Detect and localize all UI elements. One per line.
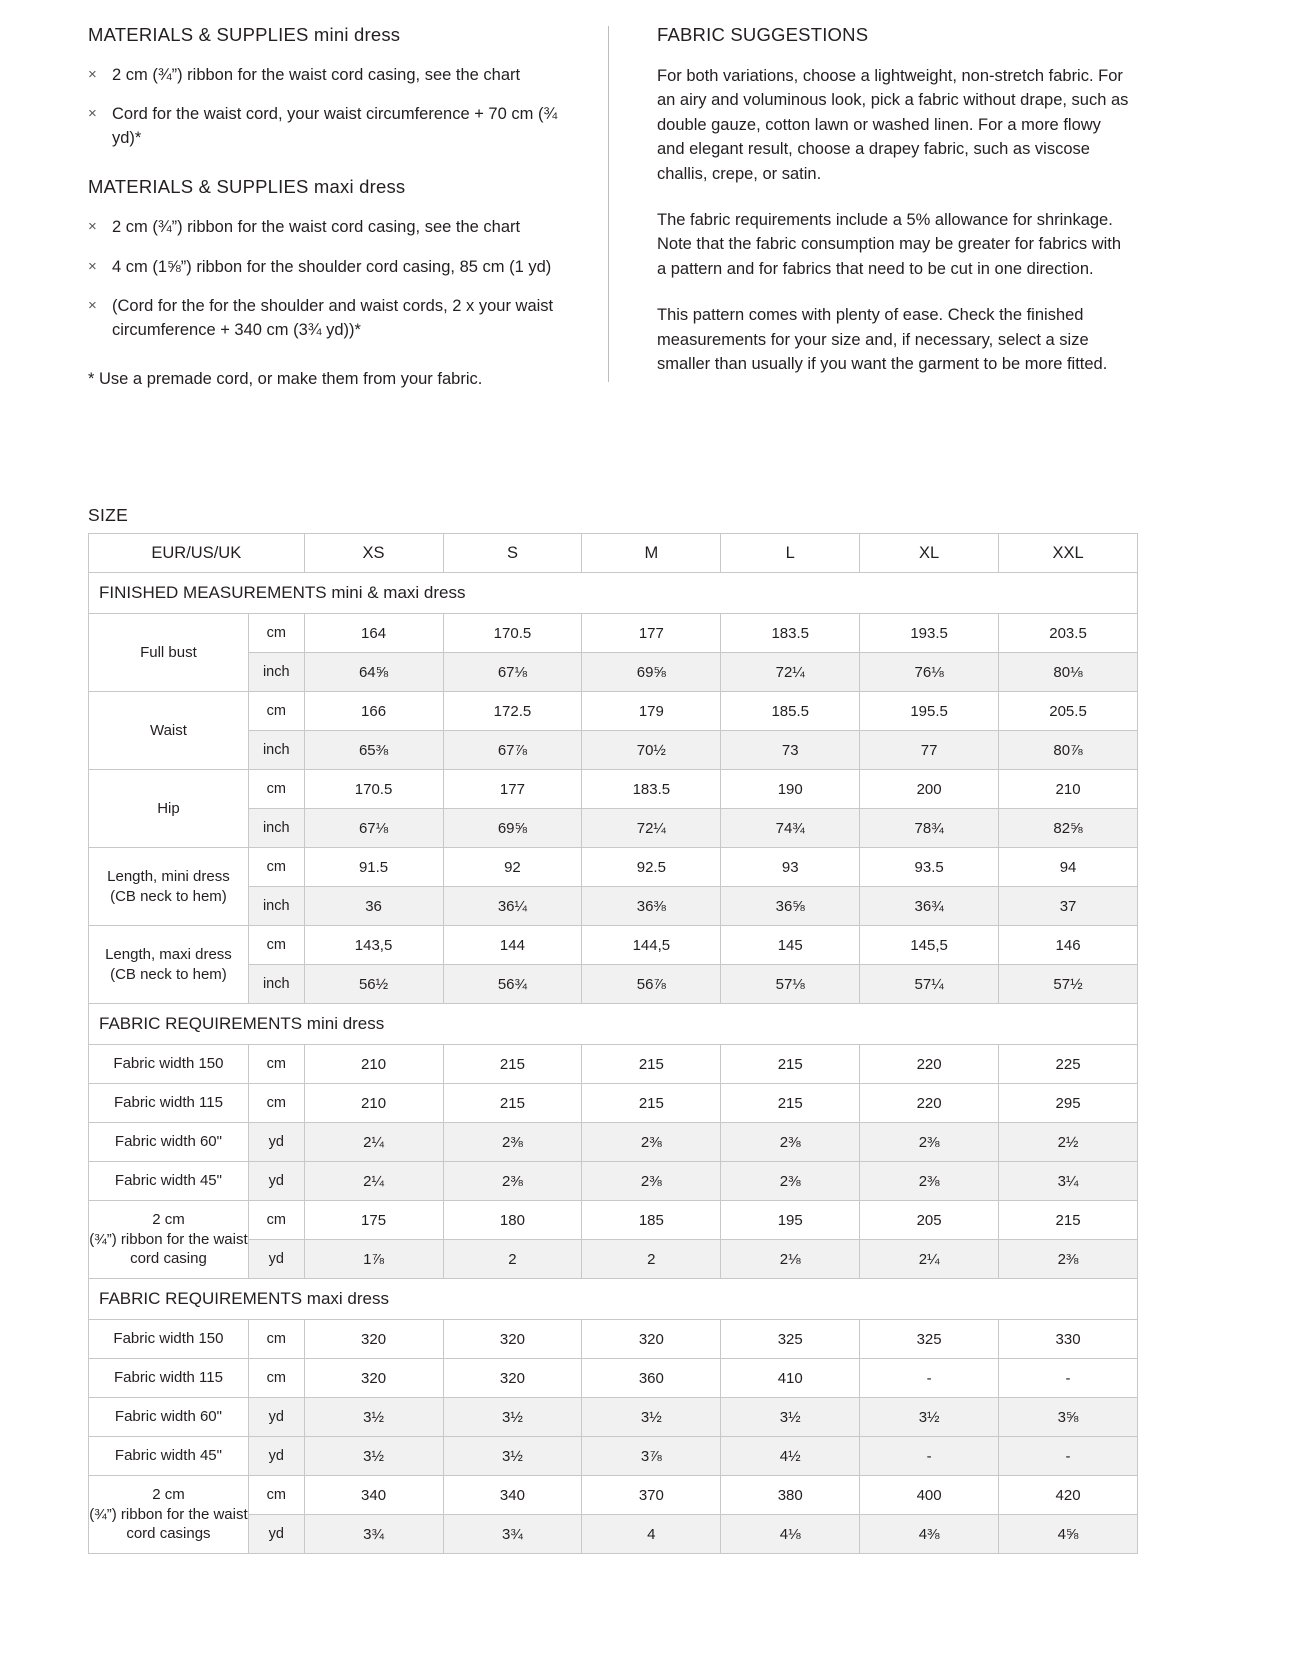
table-row-label: Hip <box>89 770 249 848</box>
table-cell-value: 56½ <box>304 965 443 1004</box>
table-cell-value: 175 <box>304 1201 443 1240</box>
table-cell-value: 92.5 <box>582 848 721 887</box>
table-cell-value: 36 <box>304 887 443 926</box>
table-cell-value: 3½ <box>582 1398 721 1437</box>
table-cell-value: 2½ <box>999 1123 1138 1162</box>
table-header-xs: XS <box>304 534 443 573</box>
table-cell-value: 72¼ <box>721 653 860 692</box>
table-cell-value: 64⅝ <box>304 653 443 692</box>
table-cell-value: 170.5 <box>304 770 443 809</box>
table-row-unit: cm <box>248 770 304 809</box>
table-row-label: Fabric width 45" <box>89 1162 249 1201</box>
table-cell-value: 1⅞ <box>304 1240 443 1279</box>
table-cell-value: 2⅛ <box>721 1240 860 1279</box>
table-row-unit: cm <box>248 848 304 887</box>
top-text-columns <box>88 24 1140 392</box>
table-cell-value: 143,5 <box>304 926 443 965</box>
table-cell-value: 215 <box>443 1045 582 1084</box>
table-row-unit: cm <box>248 1201 304 1240</box>
table-cell-value: 2⅜ <box>721 1162 860 1201</box>
table-row <box>89 1162 1138 1201</box>
table-cell-value: 4⅜ <box>860 1515 999 1554</box>
table-cell-value: 82⅝ <box>999 809 1138 848</box>
table-cell-value: 3¼ <box>999 1162 1138 1201</box>
table-cell-value: 325 <box>860 1320 999 1359</box>
table-cell-value: - <box>999 1437 1138 1476</box>
table-cell-value: 215 <box>582 1084 721 1123</box>
table-cell-value: 193.5 <box>860 614 999 653</box>
table-section-row <box>89 1004 1138 1045</box>
table-cell-value: 400 <box>860 1476 999 1515</box>
table-row-unit: yd <box>248 1123 304 1162</box>
table-cell-value: 80⅞ <box>999 731 1138 770</box>
table-cell-value: 2¼ <box>860 1240 999 1279</box>
table-cell-value: 92 <box>443 848 582 887</box>
table-cell-value: 2 <box>582 1240 721 1279</box>
table-row-label: Fabric width 115 <box>89 1359 249 1398</box>
table-cell-value: 74¾ <box>721 809 860 848</box>
table-row-unit: cm <box>248 1359 304 1398</box>
table-cell-value: 76⅛ <box>860 653 999 692</box>
table-row <box>89 1084 1138 1123</box>
table-cell-value: 80⅛ <box>999 653 1138 692</box>
table-cell-value: 2⅜ <box>443 1162 582 1201</box>
table-cell-value: 4 <box>582 1515 721 1554</box>
table-header-row <box>89 534 1138 573</box>
table-cell-value: 195.5 <box>860 692 999 731</box>
table-cell-value: 325 <box>721 1320 860 1359</box>
table-section-title: FABRIC REQUIREMENTS maxi dress <box>89 1279 1138 1320</box>
materials-maxi-heading-main: MATERIALS & SUPPLIES <box>88 176 309 198</box>
table-cell-value: 370 <box>582 1476 721 1515</box>
table-cell-value: 200 <box>860 770 999 809</box>
table-cell-value: 36⅝ <box>721 887 860 926</box>
fabric-suggestions-paragraph: The fabric requirements include a 5% allowance for shrinkage. Note that the fabric consumption may be greater for fabrics with a pattern and for fabrics that need to be cut in one direction. <box>657 211 1122 278</box>
table-cell-value: 420 <box>999 1476 1138 1515</box>
table-cell-value: 57⅛ <box>721 965 860 1004</box>
table-row-label: Fabric width 115 <box>89 1084 249 1123</box>
materials-footnote: * Use a premade cord, or make them from your fabric. <box>88 369 483 388</box>
list-item-text: (Cord for the for the shoulder and waist cords, 2 x your waist circumference + 340 cm (3¾ yd))* <box>112 297 554 339</box>
table-cell-value: 183.5 <box>721 614 860 653</box>
size-chart-label: SIZE <box>88 505 129 525</box>
table-cell-value: 210 <box>304 1045 443 1084</box>
table-cell-value: 146 <box>999 926 1138 965</box>
table-cell-value: 164 <box>304 614 443 653</box>
table-cell-value: 180 <box>443 1201 582 1240</box>
table-cell-value: 57½ <box>999 965 1138 1004</box>
table-row-label: Fabric width 150 <box>89 1045 249 1084</box>
table-cell-value: 69⅝ <box>443 809 582 848</box>
table-cell-value: 69⅝ <box>582 653 721 692</box>
materials-mini-list <box>88 64 578 150</box>
table-row <box>89 614 1138 653</box>
table-cell-value: 36¾ <box>860 887 999 926</box>
table-cell-value: 144 <box>443 926 582 965</box>
table-cell-value: 36⅜ <box>582 887 721 926</box>
table-section-title: FABRIC REQUIREMENTS mini dress <box>89 1004 1138 1045</box>
table-cell-value: 215 <box>582 1045 721 1084</box>
table-row <box>89 1398 1138 1437</box>
table-row-unit: yd <box>248 1515 304 1554</box>
table-section-row <box>89 1279 1138 1320</box>
materials-maxi-heading <box>88 176 578 198</box>
table-cell-value: 4½ <box>721 1437 860 1476</box>
table-cell-value: 70½ <box>582 731 721 770</box>
table-header-l: L <box>721 534 860 573</box>
table-cell-value: 145,5 <box>860 926 999 965</box>
table-cell-value: 177 <box>443 770 582 809</box>
table-cell-value: 2⅜ <box>999 1240 1138 1279</box>
table-cell-value: 320 <box>443 1359 582 1398</box>
table-cell-value: 185.5 <box>721 692 860 731</box>
table-cell-value: 195 <box>721 1201 860 1240</box>
table-cell-value: 2⅜ <box>860 1162 999 1201</box>
table-cell-value: 2¼ <box>304 1123 443 1162</box>
bullet-cross-icon: × <box>88 218 97 236</box>
bullet-cross-icon: × <box>88 105 97 123</box>
table-cell-value: 210 <box>999 770 1138 809</box>
table-row-unit: inch <box>248 653 304 692</box>
table-cell-value: 144,5 <box>582 926 721 965</box>
size-chart-table <box>88 533 1138 1554</box>
table-cell-value: 3½ <box>860 1398 999 1437</box>
bullet-cross-icon: × <box>88 257 97 275</box>
table-row-unit: yd <box>248 1398 304 1437</box>
materials-mini-heading <box>88 24 578 46</box>
table-cell-value: 185 <box>582 1201 721 1240</box>
table-row-unit: yd <box>248 1162 304 1201</box>
table-cell-value: 203.5 <box>999 614 1138 653</box>
table-cell-value: 3¾ <box>443 1515 582 1554</box>
table-cell-value: 2 <box>443 1240 582 1279</box>
table-cell-value: 340 <box>304 1476 443 1515</box>
table-row-unit: yd <box>248 1437 304 1476</box>
table-cell-value: 215 <box>443 1084 582 1123</box>
materials-mini-heading-main: MATERIALS & SUPPLIES <box>88 24 309 45</box>
table-cell-value: 2⅜ <box>582 1123 721 1162</box>
table-row-unit: inch <box>248 809 304 848</box>
table-cell-value: 210 <box>304 1084 443 1123</box>
table-cell-value: 215 <box>721 1045 860 1084</box>
table-cell-value: 205.5 <box>999 692 1138 731</box>
table-cell-value: - <box>860 1359 999 1398</box>
table-cell-value: 56¾ <box>443 965 582 1004</box>
table-cell-value: 37 <box>999 887 1138 926</box>
table-row-unit: inch <box>248 731 304 770</box>
table-cell-value: 3½ <box>304 1398 443 1437</box>
table-cell-value: 330 <box>999 1320 1138 1359</box>
table-cell-value: 93.5 <box>860 848 999 887</box>
table-cell-value: 2⅜ <box>582 1162 721 1201</box>
table-cell-value: 72¼ <box>582 809 721 848</box>
table-cell-value: 67⅞ <box>443 731 582 770</box>
table-row <box>89 1320 1138 1359</box>
table-row <box>89 1045 1138 1084</box>
table-cell-value: 215 <box>999 1201 1138 1240</box>
table-cell-value: 2¼ <box>304 1162 443 1201</box>
list-item <box>88 64 578 87</box>
table-row-unit: cm <box>248 1084 304 1123</box>
table-section-title: FINISHED MEASUREMENTS mini & maxi dress <box>89 573 1138 614</box>
table-row-unit: cm <box>248 614 304 653</box>
table-cell-value: 166 <box>304 692 443 731</box>
table-header-s: S <box>443 534 582 573</box>
table-cell-value: 91.5 <box>304 848 443 887</box>
table-cell-value: 36¼ <box>443 887 582 926</box>
table-row-label: Waist <box>89 692 249 770</box>
table-row-unit: inch <box>248 887 304 926</box>
list-item <box>88 256 578 279</box>
table-row <box>89 1201 1138 1240</box>
materials-maxi-list <box>88 216 578 342</box>
table-cell-value: 3½ <box>304 1437 443 1476</box>
materials-mini-heading-sub: mini dress <box>308 24 401 45</box>
table-row <box>89 1123 1138 1162</box>
table-cell-value: 56⅞ <box>582 965 721 1004</box>
fabric-suggestions-paragraph: For both variations, choose a lightweight, non-stretch fabric. For an airy and voluminous look, pick a fabric without drape, such as double gauze, cotton lawn or washed linen. For a more flowy and elegant result, choose a drapey fabric, such as viscose challis, crepe, or satin. <box>657 67 1129 183</box>
table-row-label: 2 cm (¾”) ribbon for the waist cord casings <box>89 1476 249 1554</box>
table-cell-value: 380 <box>721 1476 860 1515</box>
table-row-label: Fabric width 60" <box>89 1123 249 1162</box>
table-row-unit: cm <box>248 1045 304 1084</box>
table-cell-value: 57¼ <box>860 965 999 1004</box>
table-header-m: M <box>582 534 721 573</box>
table-cell-value: 73 <box>721 731 860 770</box>
table-cell-value: 320 <box>304 1359 443 1398</box>
list-item-text: 2 cm (¾”) ribbon for the waist cord casing, see the chart <box>112 218 521 237</box>
table-cell-value: 67⅛ <box>304 809 443 848</box>
table-row <box>89 1359 1138 1398</box>
table-cell-value: 179 <box>582 692 721 731</box>
table-header-xxl: XXL <box>999 534 1138 573</box>
fabric-suggestions-column <box>609 24 1129 392</box>
materials-maxi-heading-sub: maxi dress <box>308 176 406 198</box>
list-item-text: Cord for the waist cord, your waist circumference + 70 cm (¾ yd)* <box>112 105 558 147</box>
table-cell-value: 145 <box>721 926 860 965</box>
table-cell-value: 410 <box>721 1359 860 1398</box>
bullet-cross-icon: × <box>88 297 97 315</box>
table-header-xl: XL <box>860 534 999 573</box>
table-cell-value: 2⅜ <box>443 1123 582 1162</box>
table-row <box>89 770 1138 809</box>
table-cell-value: - <box>999 1359 1138 1398</box>
table-row-label: 2 cm (¾”) ribbon for the waist cord casing <box>89 1201 249 1279</box>
table-cell-value: 320 <box>582 1320 721 1359</box>
fabric-suggestions-heading: FABRIC SUGGESTIONS <box>657 24 869 45</box>
list-item <box>88 216 578 239</box>
table-cell-value: 177 <box>582 614 721 653</box>
table-cell-value: 360 <box>582 1359 721 1398</box>
table-row <box>89 1476 1138 1515</box>
list-item <box>88 103 578 150</box>
table-cell-value: 93 <box>721 848 860 887</box>
table-cell-value: 3½ <box>443 1398 582 1437</box>
table-cell-value: 77 <box>860 731 999 770</box>
table-row <box>89 926 1138 965</box>
table-cell-value: 3½ <box>443 1437 582 1476</box>
table-cell-value: 295 <box>999 1084 1138 1123</box>
table-row <box>89 1437 1138 1476</box>
table-row-label: Length, maxi dress (CB neck to hem) <box>89 926 249 1004</box>
table-row-unit: cm <box>248 692 304 731</box>
table-cell-value: 320 <box>304 1320 443 1359</box>
table-row <box>89 848 1138 887</box>
fabric-suggestions-paragraph: This pattern comes with plenty of ease. Check the finished measurements for your size and, if necessary, select a size smaller than usually if you want the garment to be more fitted. <box>657 306 1108 374</box>
table-cell-value: 3½ <box>721 1398 860 1437</box>
table-row-label: Fabric width 45" <box>89 1437 249 1476</box>
bullet-cross-icon: × <box>88 66 97 83</box>
table-cell-value: 320 <box>443 1320 582 1359</box>
table-row-unit: yd <box>248 1240 304 1279</box>
table-cell-value: 78¾ <box>860 809 999 848</box>
table-cell-value: 67⅛ <box>443 653 582 692</box>
table-cell-value: 190 <box>721 770 860 809</box>
table-row-unit: cm <box>248 1476 304 1515</box>
table-cell-value: - <box>860 1437 999 1476</box>
table-row-label: Length, mini dress (CB neck to hem) <box>89 848 249 926</box>
table-cell-value: 3⅝ <box>999 1398 1138 1437</box>
table-cell-value: 94 <box>999 848 1138 887</box>
table-cell-value: 215 <box>721 1084 860 1123</box>
list-item <box>88 295 578 342</box>
list-item-text: 2 cm (¾”) ribbon for the waist cord casing, see the chart <box>112 66 521 84</box>
table-cell-value: 65⅜ <box>304 731 443 770</box>
table-cell-value: 183.5 <box>582 770 721 809</box>
table-row <box>89 692 1138 731</box>
table-cell-value: 220 <box>860 1045 999 1084</box>
table-row-unit: cm <box>248 926 304 965</box>
table-cell-value: 4⅛ <box>721 1515 860 1554</box>
materials-column <box>88 24 608 392</box>
table-cell-value: 172.5 <box>443 692 582 731</box>
table-cell-value: 4⅝ <box>999 1515 1138 1554</box>
list-item-text: 4 cm (1⅝”) ribbon for the shoulder cord casing, 85 cm (1 yd) <box>112 257 552 276</box>
table-cell-value: 3¾ <box>304 1515 443 1554</box>
table-cell-value: 225 <box>999 1045 1138 1084</box>
table-cell-value: 220 <box>860 1084 999 1123</box>
table-header-size: EUR/US/UK <box>89 534 305 573</box>
table-row-unit: inch <box>248 965 304 1004</box>
table-section-row <box>89 573 1138 614</box>
table-row-label: Full bust <box>89 614 249 692</box>
table-cell-value: 2⅜ <box>721 1123 860 1162</box>
table-cell-value: 170.5 <box>443 614 582 653</box>
table-cell-value: 205 <box>860 1201 999 1240</box>
table-row-label: Fabric width 150 <box>89 1320 249 1359</box>
table-cell-value: 3⅞ <box>582 1437 721 1476</box>
table-cell-value: 2⅜ <box>860 1123 999 1162</box>
table-row-label: Fabric width 60" <box>89 1398 249 1437</box>
table-row-unit: cm <box>248 1320 304 1359</box>
table-cell-value: 340 <box>443 1476 582 1515</box>
